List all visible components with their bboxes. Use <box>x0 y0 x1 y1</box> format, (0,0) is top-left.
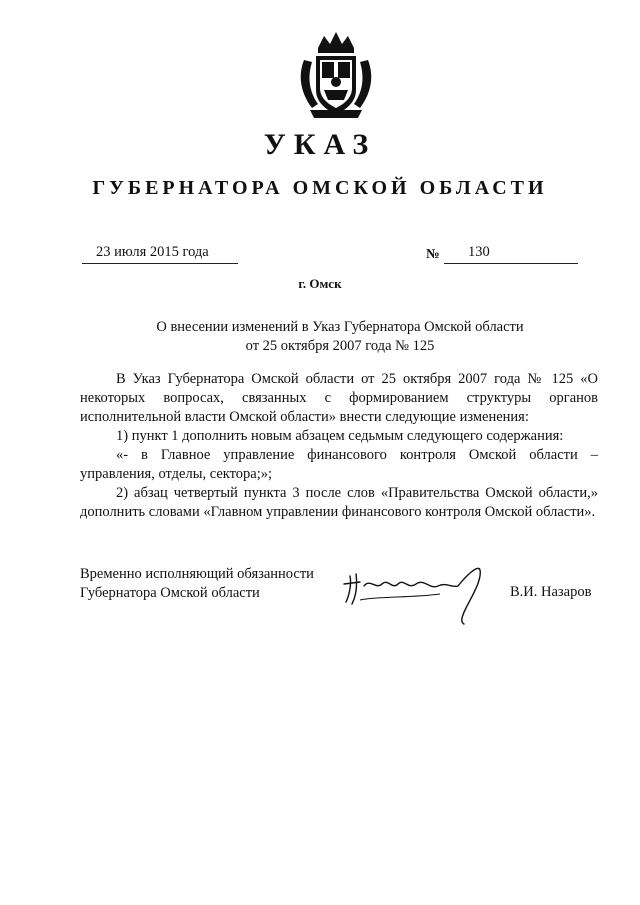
document-city: г. Омск <box>298 276 342 291</box>
document-subtitle: ГУБЕРНАТОРА ОМСКОЙ ОБЛАСТИ <box>92 177 548 199</box>
body-paragraph: «- в Главное управление финансового контроля Омской области – управления, отделы, сектора;»; <box>80 447 598 482</box>
coat-of-arms-icon <box>296 30 376 120</box>
signatory-name: В.И. Назаров <box>510 584 592 600</box>
document-body <box>80 370 598 522</box>
body-paragraph: 2) абзац четвертый пункта 3 после слов «Правительства Омской области,» дополнить словами «Главном управлении финансового контроля Омской области». <box>80 485 598 520</box>
body-paragraph: 1) пункт 1 дополнить новым абзацем седьмым следующего содержания: <box>116 428 564 444</box>
document-heading <box>80 318 600 356</box>
heading-line-2: от 25 октября 2007 года № 125 <box>245 338 435 354</box>
body-paragraph: В Указ Губернатора Омской области от 25 октября 2007 года № 125 «О некоторых вопросах, связанных с формированием структуры органов исполнительной власти Омской области» внести следующие изменения: <box>80 371 598 425</box>
heading-line-1: О внесении изменений в Указ Губернатора Омской области <box>156 319 524 335</box>
document-number: 130 <box>444 244 578 264</box>
handwritten-signature-icon <box>340 556 490 626</box>
document-title: УКАЗ <box>263 128 377 161</box>
position-line-2: Губернатора Омской области <box>80 585 260 601</box>
document-date: 23 июля 2015 года <box>82 244 238 264</box>
number-label: № <box>426 246 440 261</box>
position-line-1: Временно исполняющий обязанности <box>80 566 314 582</box>
signatory-position <box>80 565 314 603</box>
